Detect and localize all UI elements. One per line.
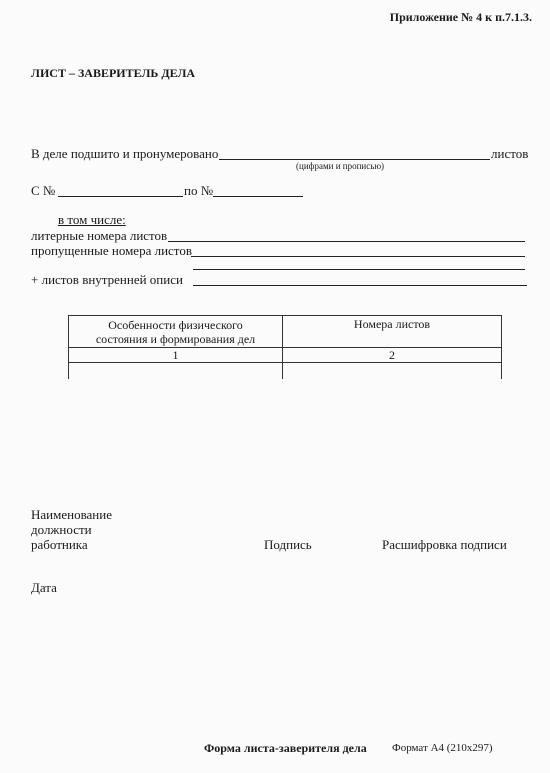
from-number-line — [58, 196, 183, 197]
inventory-sheets-line — [193, 285, 527, 286]
position-title-line1: Наименование — [31, 507, 112, 522]
column-number-1: 1 — [69, 348, 283, 363]
appendix-note: Приложение № 4 к п.7.1.3. — [389, 10, 532, 24]
inventory-sheets-label: + листов внутренней описи — [31, 272, 183, 287]
footer-form-title: Форма листа-заверителя дела — [204, 741, 367, 755]
date-label: Дата — [31, 580, 57, 595]
literal-numbers-line — [168, 241, 525, 242]
empty-cell-1 — [69, 363, 283, 380]
position-title-line3: работника — [31, 537, 88, 552]
sheet-numbers-header: Номера листов — [283, 316, 502, 348]
including-label: в том числе: — [58, 212, 126, 227]
to-number-line — [213, 196, 303, 197]
document-title: ЛИСТ – ЗАВЕРИТЕЛЬ ДЕЛА — [31, 66, 196, 80]
position-title-line2: должности — [31, 522, 92, 537]
sheet-features-table — [68, 315, 502, 379]
table-empty-row — [69, 363, 502, 380]
filed-count-line — [219, 159, 490, 160]
to-label: по № — [184, 183, 214, 198]
table-header-row — [69, 316, 502, 348]
filed-suffix: листов — [491, 146, 529, 161]
extra-line — [193, 269, 525, 270]
signature-label: Подпись — [264, 537, 312, 552]
table-number-row — [69, 348, 502, 363]
from-label: С № — [31, 183, 56, 198]
missing-numbers-line — [191, 256, 525, 257]
column-number-2: 2 — [283, 348, 502, 363]
filed-label: В деле подшито и пронумеровано — [31, 146, 219, 161]
empty-cell-2 — [283, 363, 502, 380]
missing-numbers-label: пропущенные номера листов — [31, 243, 192, 258]
footer-format: Формат А4 (210х297) — [392, 742, 493, 754]
literal-numbers-label: литерные номера листов — [31, 228, 168, 243]
features-header: Особенности физического состояния и формирования дел — [69, 316, 283, 348]
digits-hint: (цифрами и прописью) — [296, 161, 385, 171]
signature-decoding-label: Расшифровка подписи — [382, 537, 507, 552]
